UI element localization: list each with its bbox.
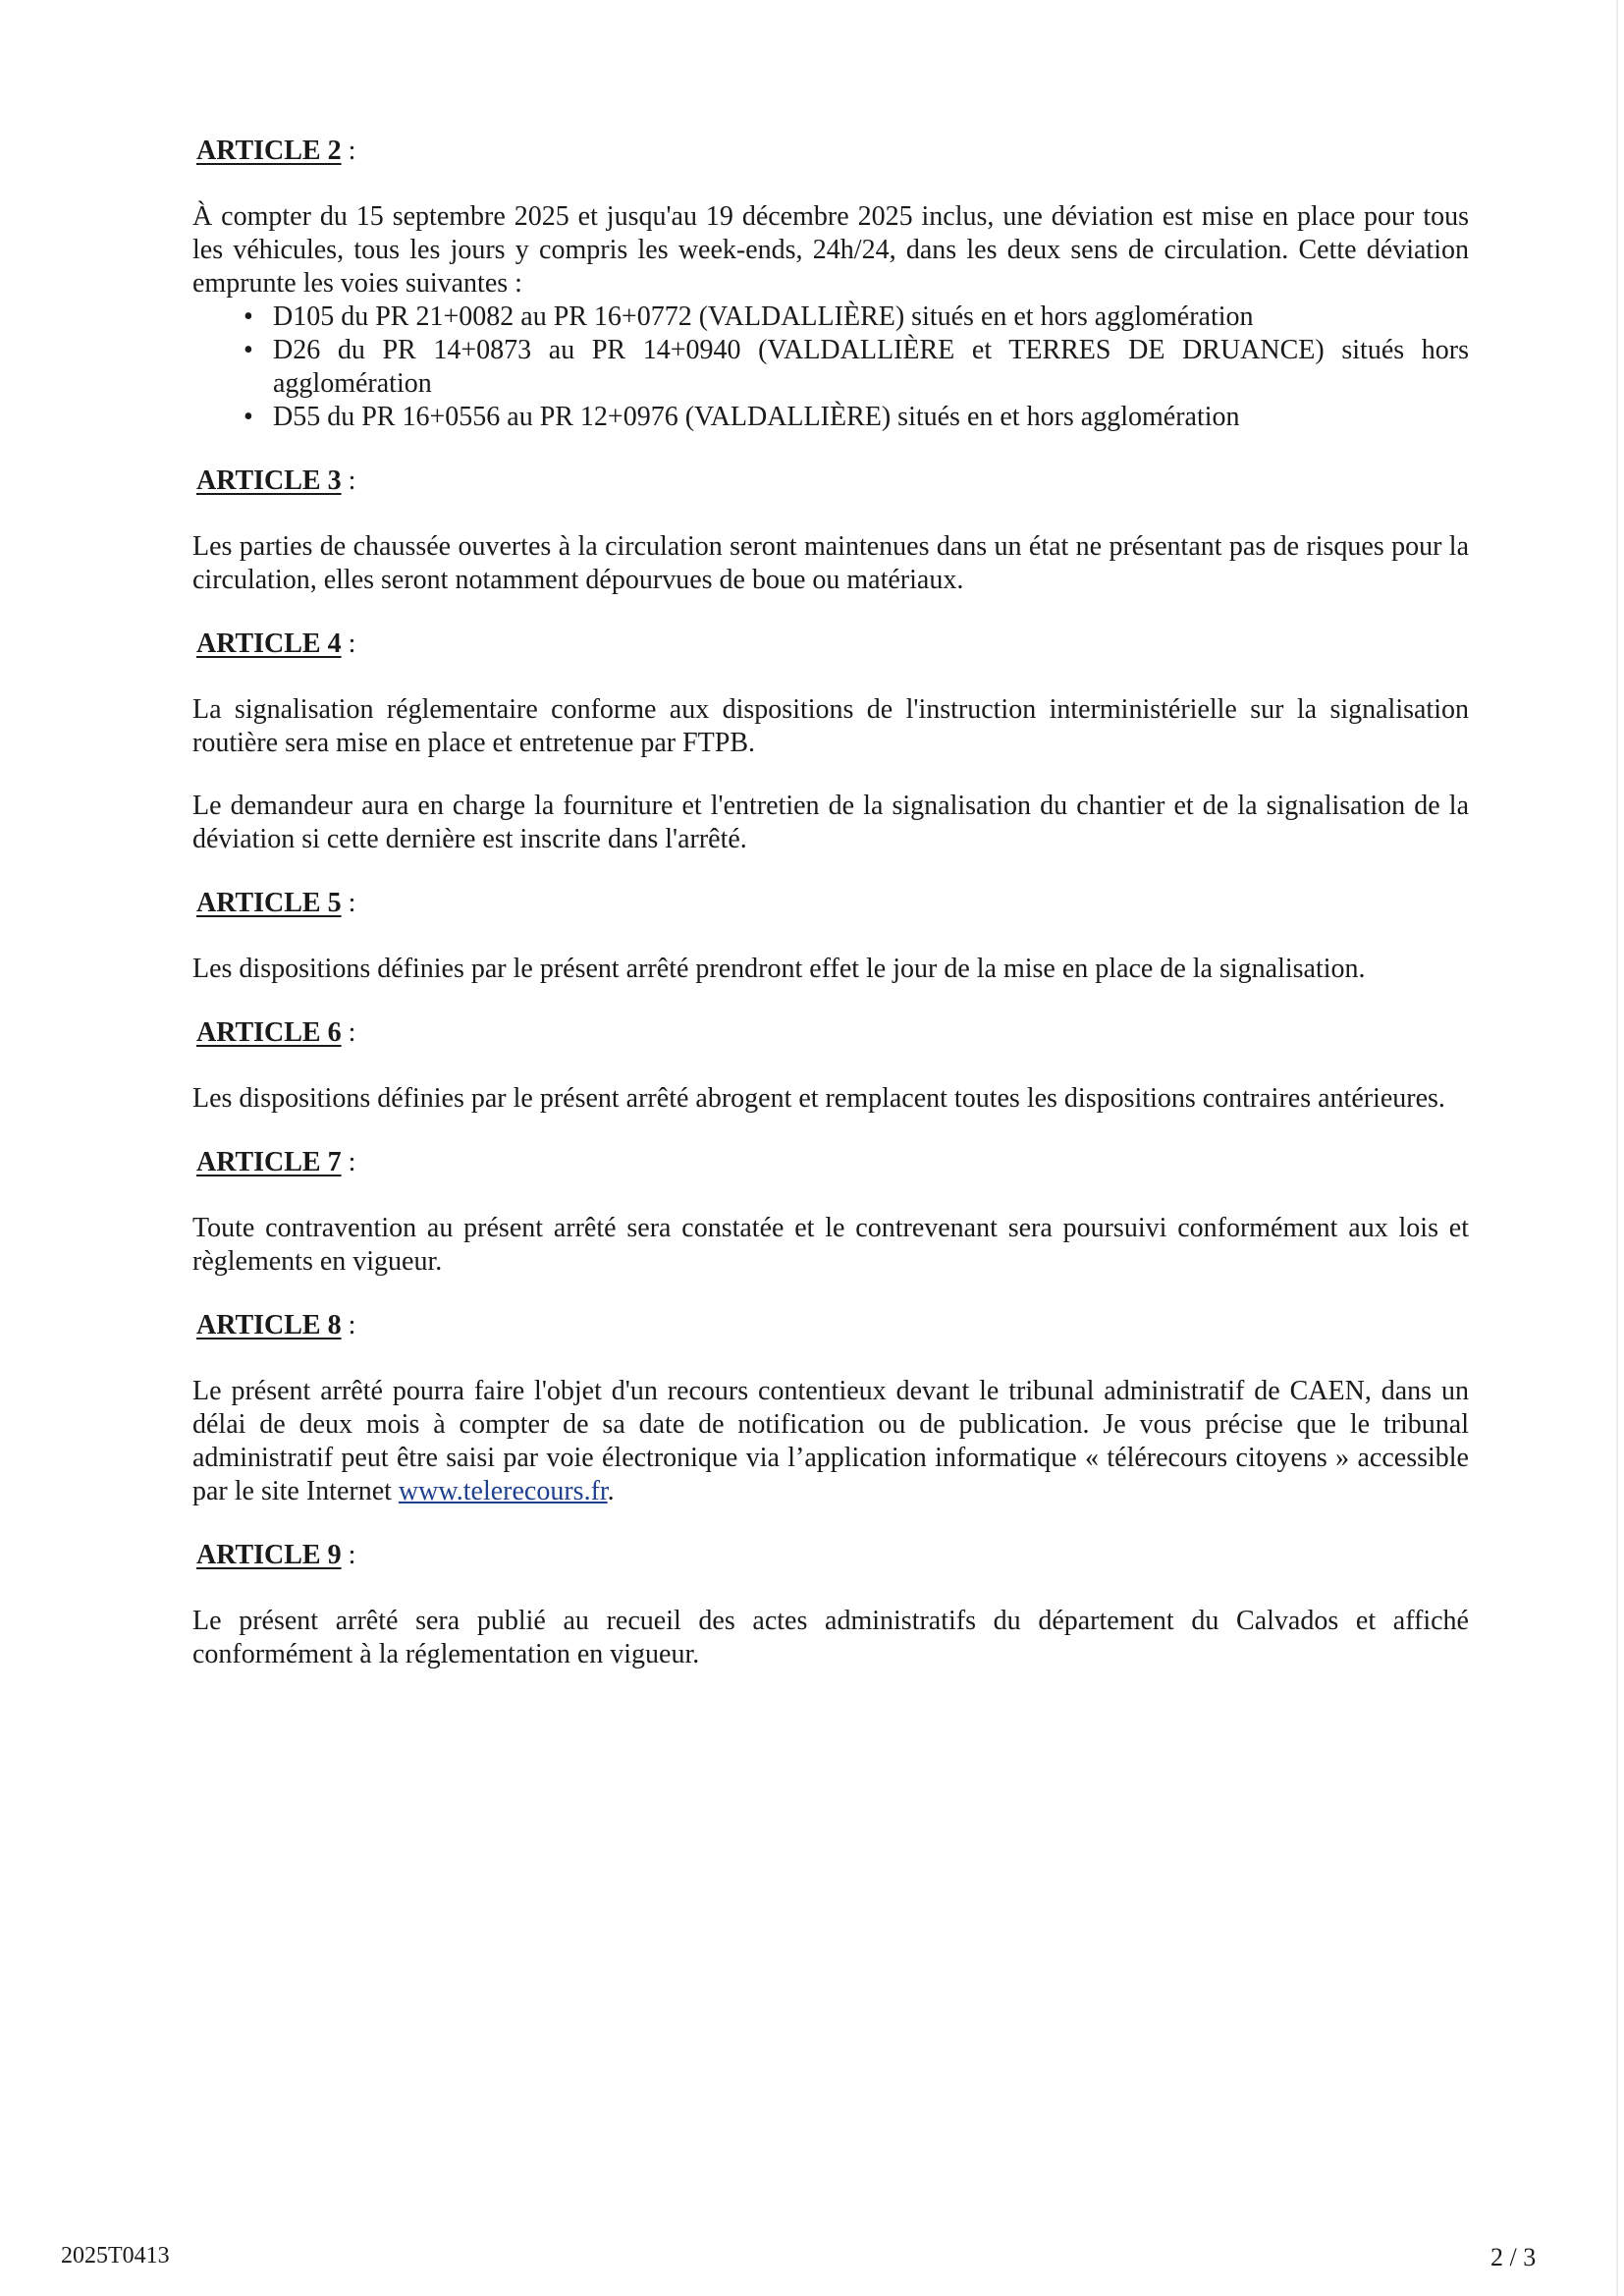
article-6-title: ARTICLE 6 xyxy=(196,1017,342,1048)
article-5-text: Les dispositions définies par le présent arrêté prendront effet le jour de la mise en place de la signalisation. xyxy=(192,954,1366,984)
article-5-colon: : xyxy=(341,888,356,918)
article-9-text: Le présent arrêté sera publié au recueil des actes administratifs du département du Calvados et affiché conformément à la réglementation en vigueur. xyxy=(192,1606,1469,1669)
article-4 xyxy=(192,627,1469,856)
article-8-text-after-link: . xyxy=(607,1476,615,1506)
page-number: 2 / 3 xyxy=(1490,2243,1537,2271)
route-item xyxy=(244,301,1469,334)
route-item xyxy=(244,334,1469,401)
article-4-colon: : xyxy=(341,629,356,659)
article-2-intro: À compter du 15 septembre 2025 et jusqu'au 19 décembre 2025 inclus, une déviation est mise en place pour tous les véhicules, tous les jours y compris les week-ends, 24h/24, dans les deux sens de circulation. Cette déviation emprunte les voies suivantes : xyxy=(192,201,1469,299)
article-5-heading xyxy=(196,886,1469,921)
bullet-icon: • xyxy=(244,335,253,365)
route-text: D26 du PR 14+0873 au PR 14+0940 (VALDALLIÈRE et TERRES DE DRUANCE) situés hors agglomération xyxy=(273,335,1469,399)
document-body xyxy=(192,134,1469,1701)
route-text: D55 du PR 16+0556 au PR 12+0976 (VALDALLIÈRE) situés en et hors agglomération xyxy=(273,402,1240,432)
article-9-heading xyxy=(196,1538,1469,1573)
article-7-colon: : xyxy=(341,1147,356,1177)
article-3 xyxy=(192,464,1469,597)
article-9-title: ARTICLE 9 xyxy=(196,1540,342,1570)
article-6-text: Les dispositions définies par le présent arrêté abrogent et remplacent toutes les dispositions contraires antérieures. xyxy=(192,1083,1445,1114)
article-7-title: ARTICLE 7 xyxy=(196,1147,342,1177)
article-9-colon: : xyxy=(341,1540,356,1570)
article-8-title: ARTICLE 8 xyxy=(196,1310,342,1340)
route-item xyxy=(244,401,1469,434)
article-6-colon: : xyxy=(341,1017,356,1048)
article-4-heading xyxy=(196,627,1469,662)
bullet-icon: • xyxy=(244,402,253,432)
article-8-colon: : xyxy=(341,1310,356,1340)
article-8-text-before-link: Le présent arrêté pourra faire l'objet d'un recours contentieux devant le tribunal administratif de CAEN, dans un délai de deux mois à compter de sa date de notification ou de publication. Je vous précise que le tribunal administratif peut être saisi par voie électronique via l’application informatique « télérecours citoyens » accessible par le site Internet xyxy=(192,1376,1469,1506)
article-2 xyxy=(192,134,1469,434)
article-3-heading xyxy=(196,464,1469,499)
scan-edge xyxy=(1616,0,1618,2296)
article-7-heading xyxy=(196,1145,1469,1180)
article-6 xyxy=(192,1015,1469,1116)
article-7 xyxy=(192,1145,1469,1279)
article-5-title: ARTICLE 5 xyxy=(196,888,342,918)
article-8 xyxy=(192,1308,1469,1508)
article-8-heading xyxy=(196,1308,1469,1343)
article-2-title: ARTICLE 2 xyxy=(196,136,342,166)
article-2-colon: : xyxy=(341,136,356,166)
article-8-text xyxy=(192,1375,1469,1508)
article-4-text-1: La signalisation réglementaire conforme aux dispositions de l'instruction interministérielle sur la signalisation routière sera mise en place et entretenue par FTPB. xyxy=(192,694,1469,758)
article-4-text-2: Le demandeur aura en charge la fourniture et l'entretien de la signalisation du chantier et de la signalisation de la déviation si cette dernière est inscrite dans l'arrêté. xyxy=(192,791,1469,854)
article-2-heading xyxy=(196,134,1469,169)
article-3-text: Les parties de chaussée ouvertes à la circulation seront maintenues dans un état ne présentant pas de risques pour la circulation, elles seront notamment dépourvues de boue ou matériaux. xyxy=(192,531,1469,595)
bullet-icon: • xyxy=(244,301,253,332)
article-9 xyxy=(192,1538,1469,1671)
article-6-heading xyxy=(196,1015,1469,1051)
article-4-title: ARTICLE 4 xyxy=(196,629,342,659)
article-5 xyxy=(192,886,1469,986)
article-7-text: Toute contravention au présent arrêté sera constatée et le contrevenant sera poursuivi conformément aux lois et règlements en vigueur. xyxy=(192,1213,1469,1277)
route-text: D105 du PR 21+0082 au PR 16+0772 (VALDALLIÈRE) situés en et hors agglomération xyxy=(273,301,1254,332)
article-3-colon: : xyxy=(341,465,356,496)
telerecours-link[interactable]: www.telerecours.fr xyxy=(398,1476,608,1506)
document-reference: 2025T0413 xyxy=(61,2243,170,2269)
deviation-route-list xyxy=(192,301,1469,434)
article-3-title: ARTICLE 3 xyxy=(196,465,342,496)
